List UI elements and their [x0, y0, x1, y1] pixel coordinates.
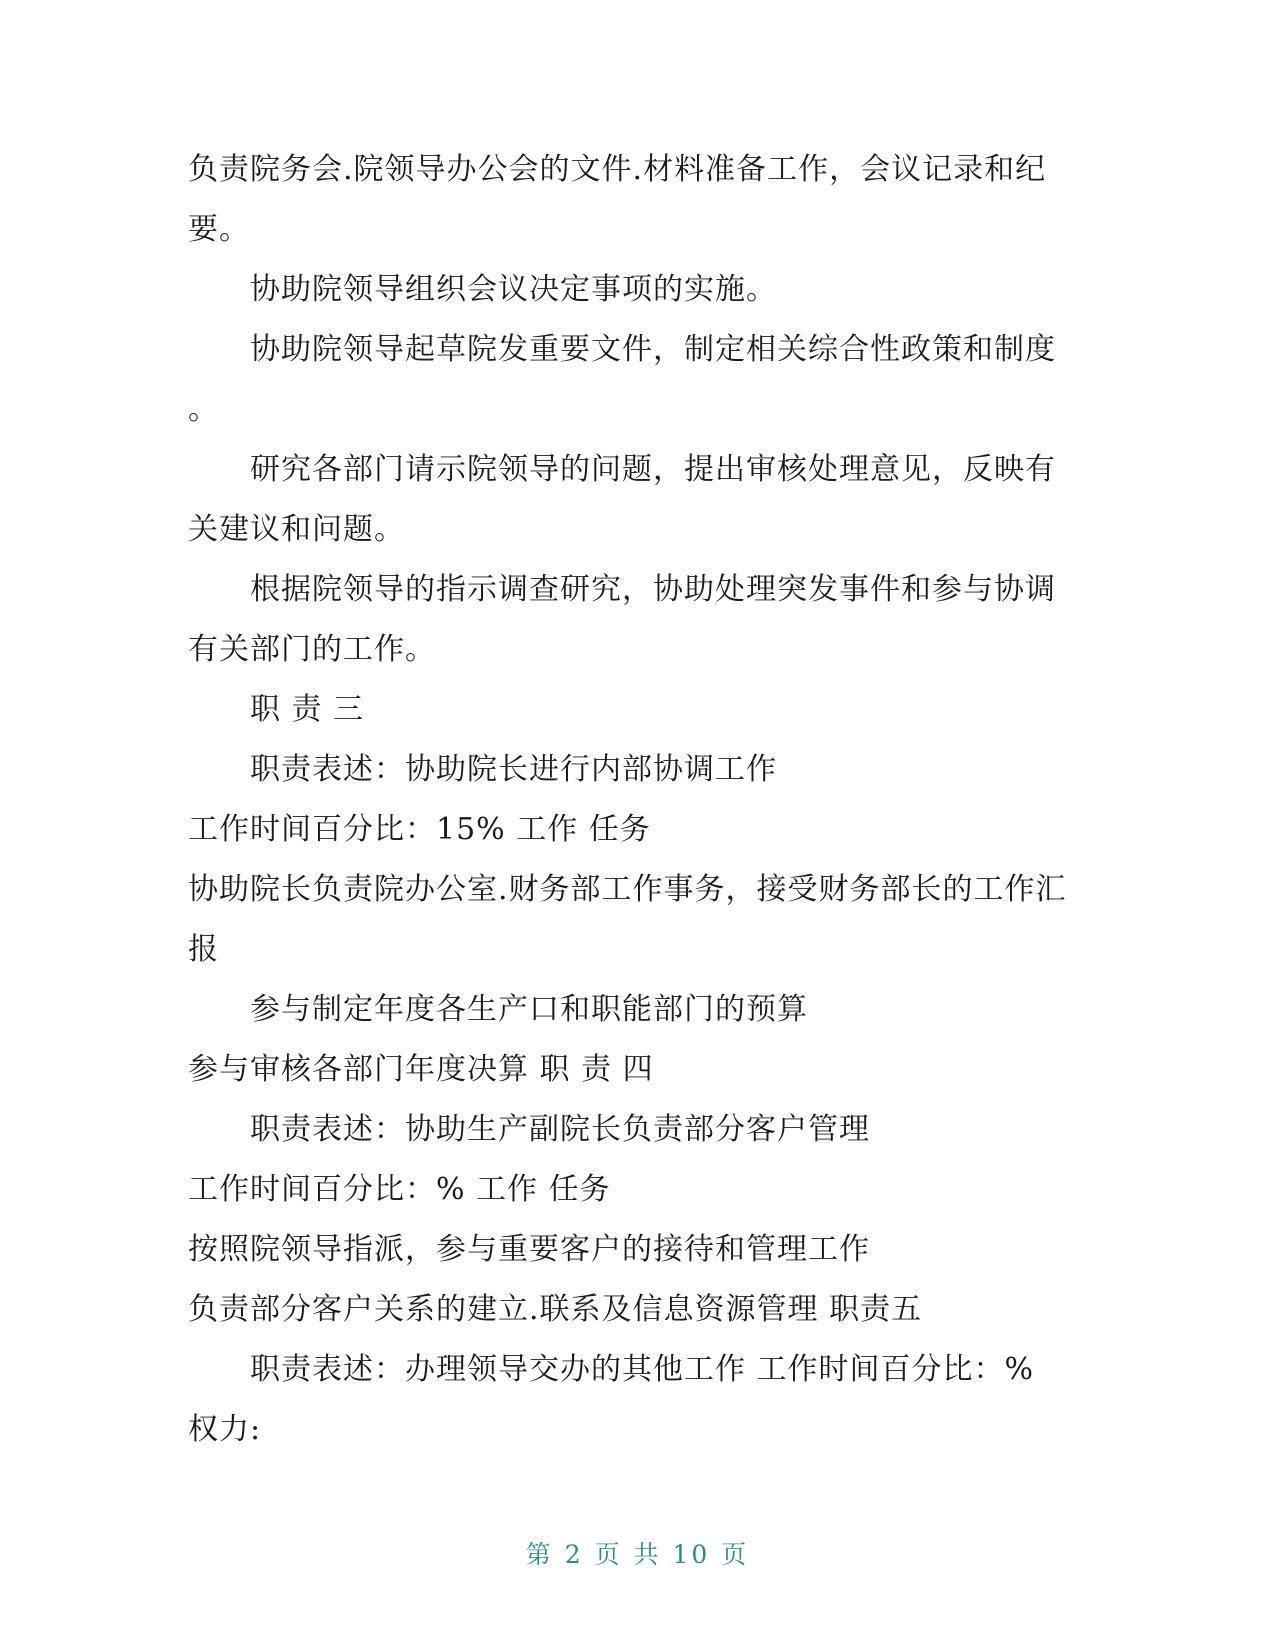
text-line: 协助院领导起草院发重要文件，制定相关综合性政策和制度 [250, 332, 1056, 367]
text-line: 报 [188, 932, 219, 967]
text-line: 权力: [188, 1412, 262, 1447]
text-line: 负责院务会.院领导办公会的文件.材料准备工作，会议记录和纪 [188, 152, 1047, 187]
text-line: 职责表述：办理领导交办的其他工作 工作时间百分比：% [250, 1352, 1035, 1387]
section-heading: 职 责 三 [250, 692, 365, 727]
text-line: 根据院领导的指示调查研究，协助处理突发事件和参与协调 [250, 572, 1056, 607]
text-line: 负责部分客户关系的建立.联系及信息资源管理 职责五 [188, 1292, 923, 1327]
document-body [188, 140, 1088, 1460]
text-line: 职责表述：协助院长进行内部协调工作 [250, 752, 777, 787]
text-line: 研究各部门请示院领导的问题，提出审核处理意见，反映有 [250, 452, 1056, 487]
text-line: 关建议和问题。 [188, 512, 405, 547]
text-line: 按照院领导指派，参与重要客户的接待和管理工作 [188, 1232, 870, 1267]
text-line: 有关部门的工作。 [188, 632, 436, 667]
text-line: 职责表述：协助生产副院长负责部分客户管理 [250, 1112, 870, 1147]
text-line: 参与审核各部门年度决算 职 责 四 [188, 1052, 654, 1087]
text-line: 参与制定年度各生产口和职能部门的预算 [250, 992, 808, 1027]
text-line: 要。 [188, 212, 250, 247]
page-number-footer: 第 2 页 共 10 页 [525, 1540, 750, 1569]
text-line: 工作时间百分比：% 工作 任务 [188, 1172, 611, 1207]
text-line: 协助院长负责院办公室.财务部工作事务，接受财务部长的工作汇 [188, 872, 1067, 907]
text-line: 。 [188, 392, 219, 427]
text-line: 协助院领导组织会议决定事项的实施。 [250, 272, 777, 307]
text-line: 工作时间百分比：15% 工作 任务 [188, 812, 651, 847]
